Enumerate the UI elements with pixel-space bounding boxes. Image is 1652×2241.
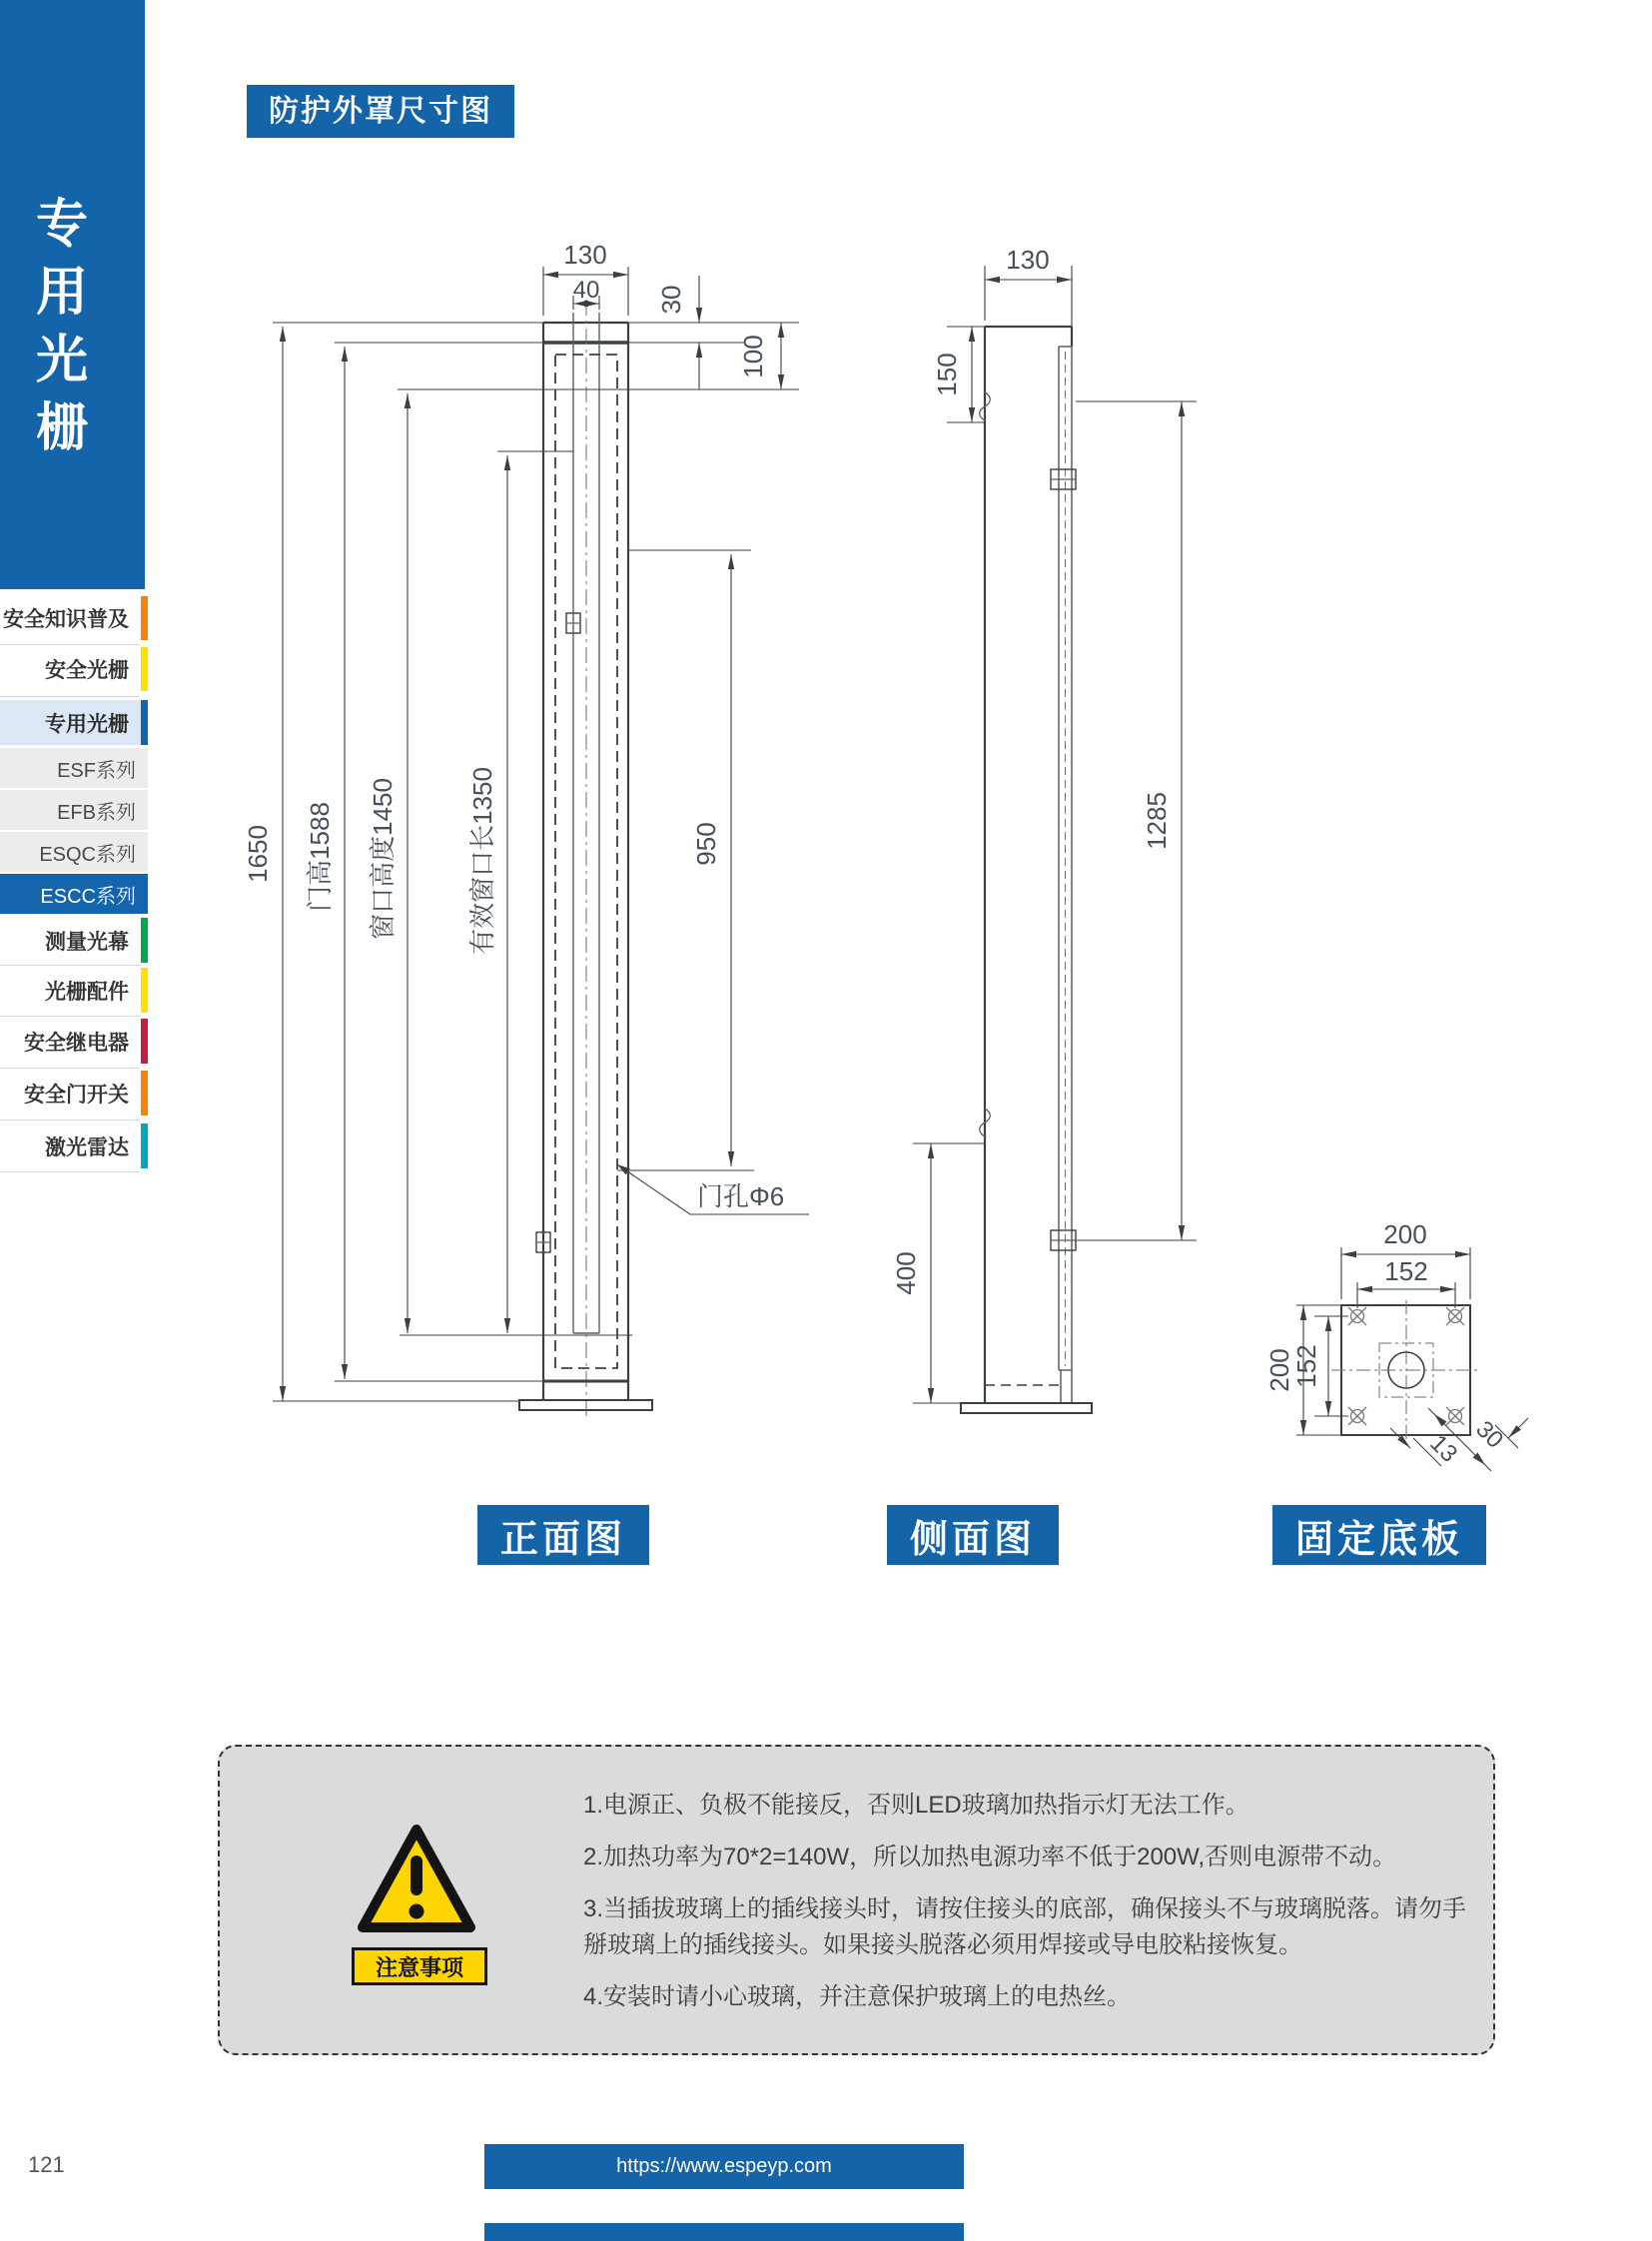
- sidebar-item-esf-series[interactable]: ESF系列: [0, 748, 148, 788]
- dim-front-effective: 有效窗口长1350: [467, 767, 497, 955]
- accent-bar: [141, 1019, 148, 1064]
- note-item: 4.安装时请小心玻璃，并注意保护玻璃上的电热丝。: [583, 1983, 1132, 2010]
- page-number: 121: [28, 2152, 65, 2177]
- accent-bar: [141, 968, 148, 1013]
- dim-base-width: 200: [1383, 1219, 1427, 1249]
- dim-side-base: 400: [891, 1251, 921, 1295]
- front-view-drawing: [170, 150, 809, 1448]
- note-item: 1.电源正、负极不能接反，否则LED玻璃加热指示灯无法工作。: [583, 1792, 1249, 1819]
- vertical-title-char: 专: [35, 196, 88, 254]
- caption-base-plate: 固定底板: [1272, 1505, 1486, 1565]
- dim-base-height: 200: [1264, 1348, 1294, 1392]
- caption-front-view: 正面图: [477, 1505, 649, 1565]
- note-item: 2.加热功率为70*2=140W，所以加热电源功率不低于200W,否则电源带不动。: [583, 1844, 1397, 1870]
- sidebar-divider: [0, 1068, 140, 1069]
- sidebar-divider: [0, 1016, 140, 1017]
- sidebar-item-laser-radar[interactable]: 激光雷达: [0, 1123, 148, 1168]
- page-title: 防护外罩尺寸图: [247, 85, 514, 138]
- dim-front-head: 100: [738, 335, 768, 378]
- base-plate-drawing: [1239, 1188, 1578, 1498]
- sidebar-item-safety-relay[interactable]: 安全继电器: [0, 1019, 148, 1064]
- dim-front-slot: 40: [572, 277, 600, 304]
- sidebar-divider: [0, 1171, 140, 1172]
- dim-base-diag-small: 13: [1424, 1429, 1463, 1468]
- bolt-hole: [1348, 1407, 1366, 1425]
- sidebar-item-accessories[interactable]: 光栅配件: [0, 968, 148, 1013]
- dim-front-window: 窗口高度1450: [368, 778, 398, 940]
- vertical-title-char: 光: [35, 332, 88, 389]
- door-hole-label: 门孔Φ6: [697, 1181, 785, 1211]
- sidebar-item-measuring-light-curtain[interactable]: 测量光幕: [0, 918, 148, 963]
- sidebar-item-special-light-curtain-selected[interactable]: 专用光栅: [0, 700, 148, 745]
- dim-base-diag-large: 30: [1470, 1415, 1509, 1454]
- notes-text: [583, 1788, 1477, 2031]
- accent-bar: [141, 918, 148, 963]
- footer-url[interactable]: https://www.espeyp.com: [484, 2144, 964, 2189]
- dim-front-top: 30: [656, 285, 686, 315]
- dim-front-hole-span: 950: [691, 822, 721, 866]
- sidebar-divider: [0, 696, 140, 697]
- notes-badge: 注意事项: [352, 1947, 487, 1985]
- dim-front-overall: 1650: [243, 825, 273, 883]
- accent-bar: [141, 1071, 148, 1116]
- side-view-drawing: [829, 150, 1248, 1448]
- bolt-hole: [1348, 1307, 1366, 1325]
- sidebar-item-esqc-series[interactable]: ESQC系列: [0, 832, 148, 872]
- dim-front-width: 130: [563, 240, 607, 270]
- sidebar-item-safety-light-curtain[interactable]: 安全光栅: [0, 647, 148, 691]
- footer-strip: [484, 2223, 964, 2241]
- sidebar-divider: [0, 644, 140, 645]
- sidebar-item-efb-series[interactable]: EFB系列: [0, 790, 148, 830]
- accent-bar: [141, 700, 148, 745]
- accent-bar: [141, 1123, 148, 1168]
- sidebar-item-safety-knowledge[interactable]: 安全知识普及: [0, 596, 148, 640]
- vertical-title-char: 用: [35, 264, 88, 322]
- warning-triangle-icon: [355, 1822, 478, 1939]
- bolt-hole: [1446, 1307, 1464, 1325]
- sidebar-divider: [0, 965, 140, 966]
- sidebar-item-escc-series-active[interactable]: ESCC系列: [0, 874, 148, 914]
- bolt-hole: [1446, 1407, 1464, 1425]
- sidebar-category-banner: [0, 0, 145, 589]
- sidebar-item-safety-door-switch[interactable]: 安全门开关: [0, 1071, 148, 1116]
- accent-bar: [141, 596, 148, 640]
- dim-front-door: 门高1588: [305, 802, 335, 912]
- dim-base-hole-width: 152: [1384, 1256, 1428, 1286]
- vertical-title-char: 栅: [35, 399, 88, 457]
- caption-side-view: 侧面图: [887, 1505, 1059, 1565]
- dim-side-width: 130: [1006, 245, 1050, 275]
- dim-base-hole-height: 152: [1291, 1344, 1321, 1388]
- accent-bar: [141, 647, 148, 691]
- dim-side-top: 150: [932, 353, 962, 396]
- dim-side-span: 1285: [1142, 792, 1172, 850]
- note-item: 3.当插拔玻璃上的插线接头时，请按住接头的底部，确保接头不与玻璃脱落。请勿手掰玻璃上的插线接头。如果接头脱落必须用焊接或导电胶粘接恢复。: [583, 1895, 1467, 1958]
